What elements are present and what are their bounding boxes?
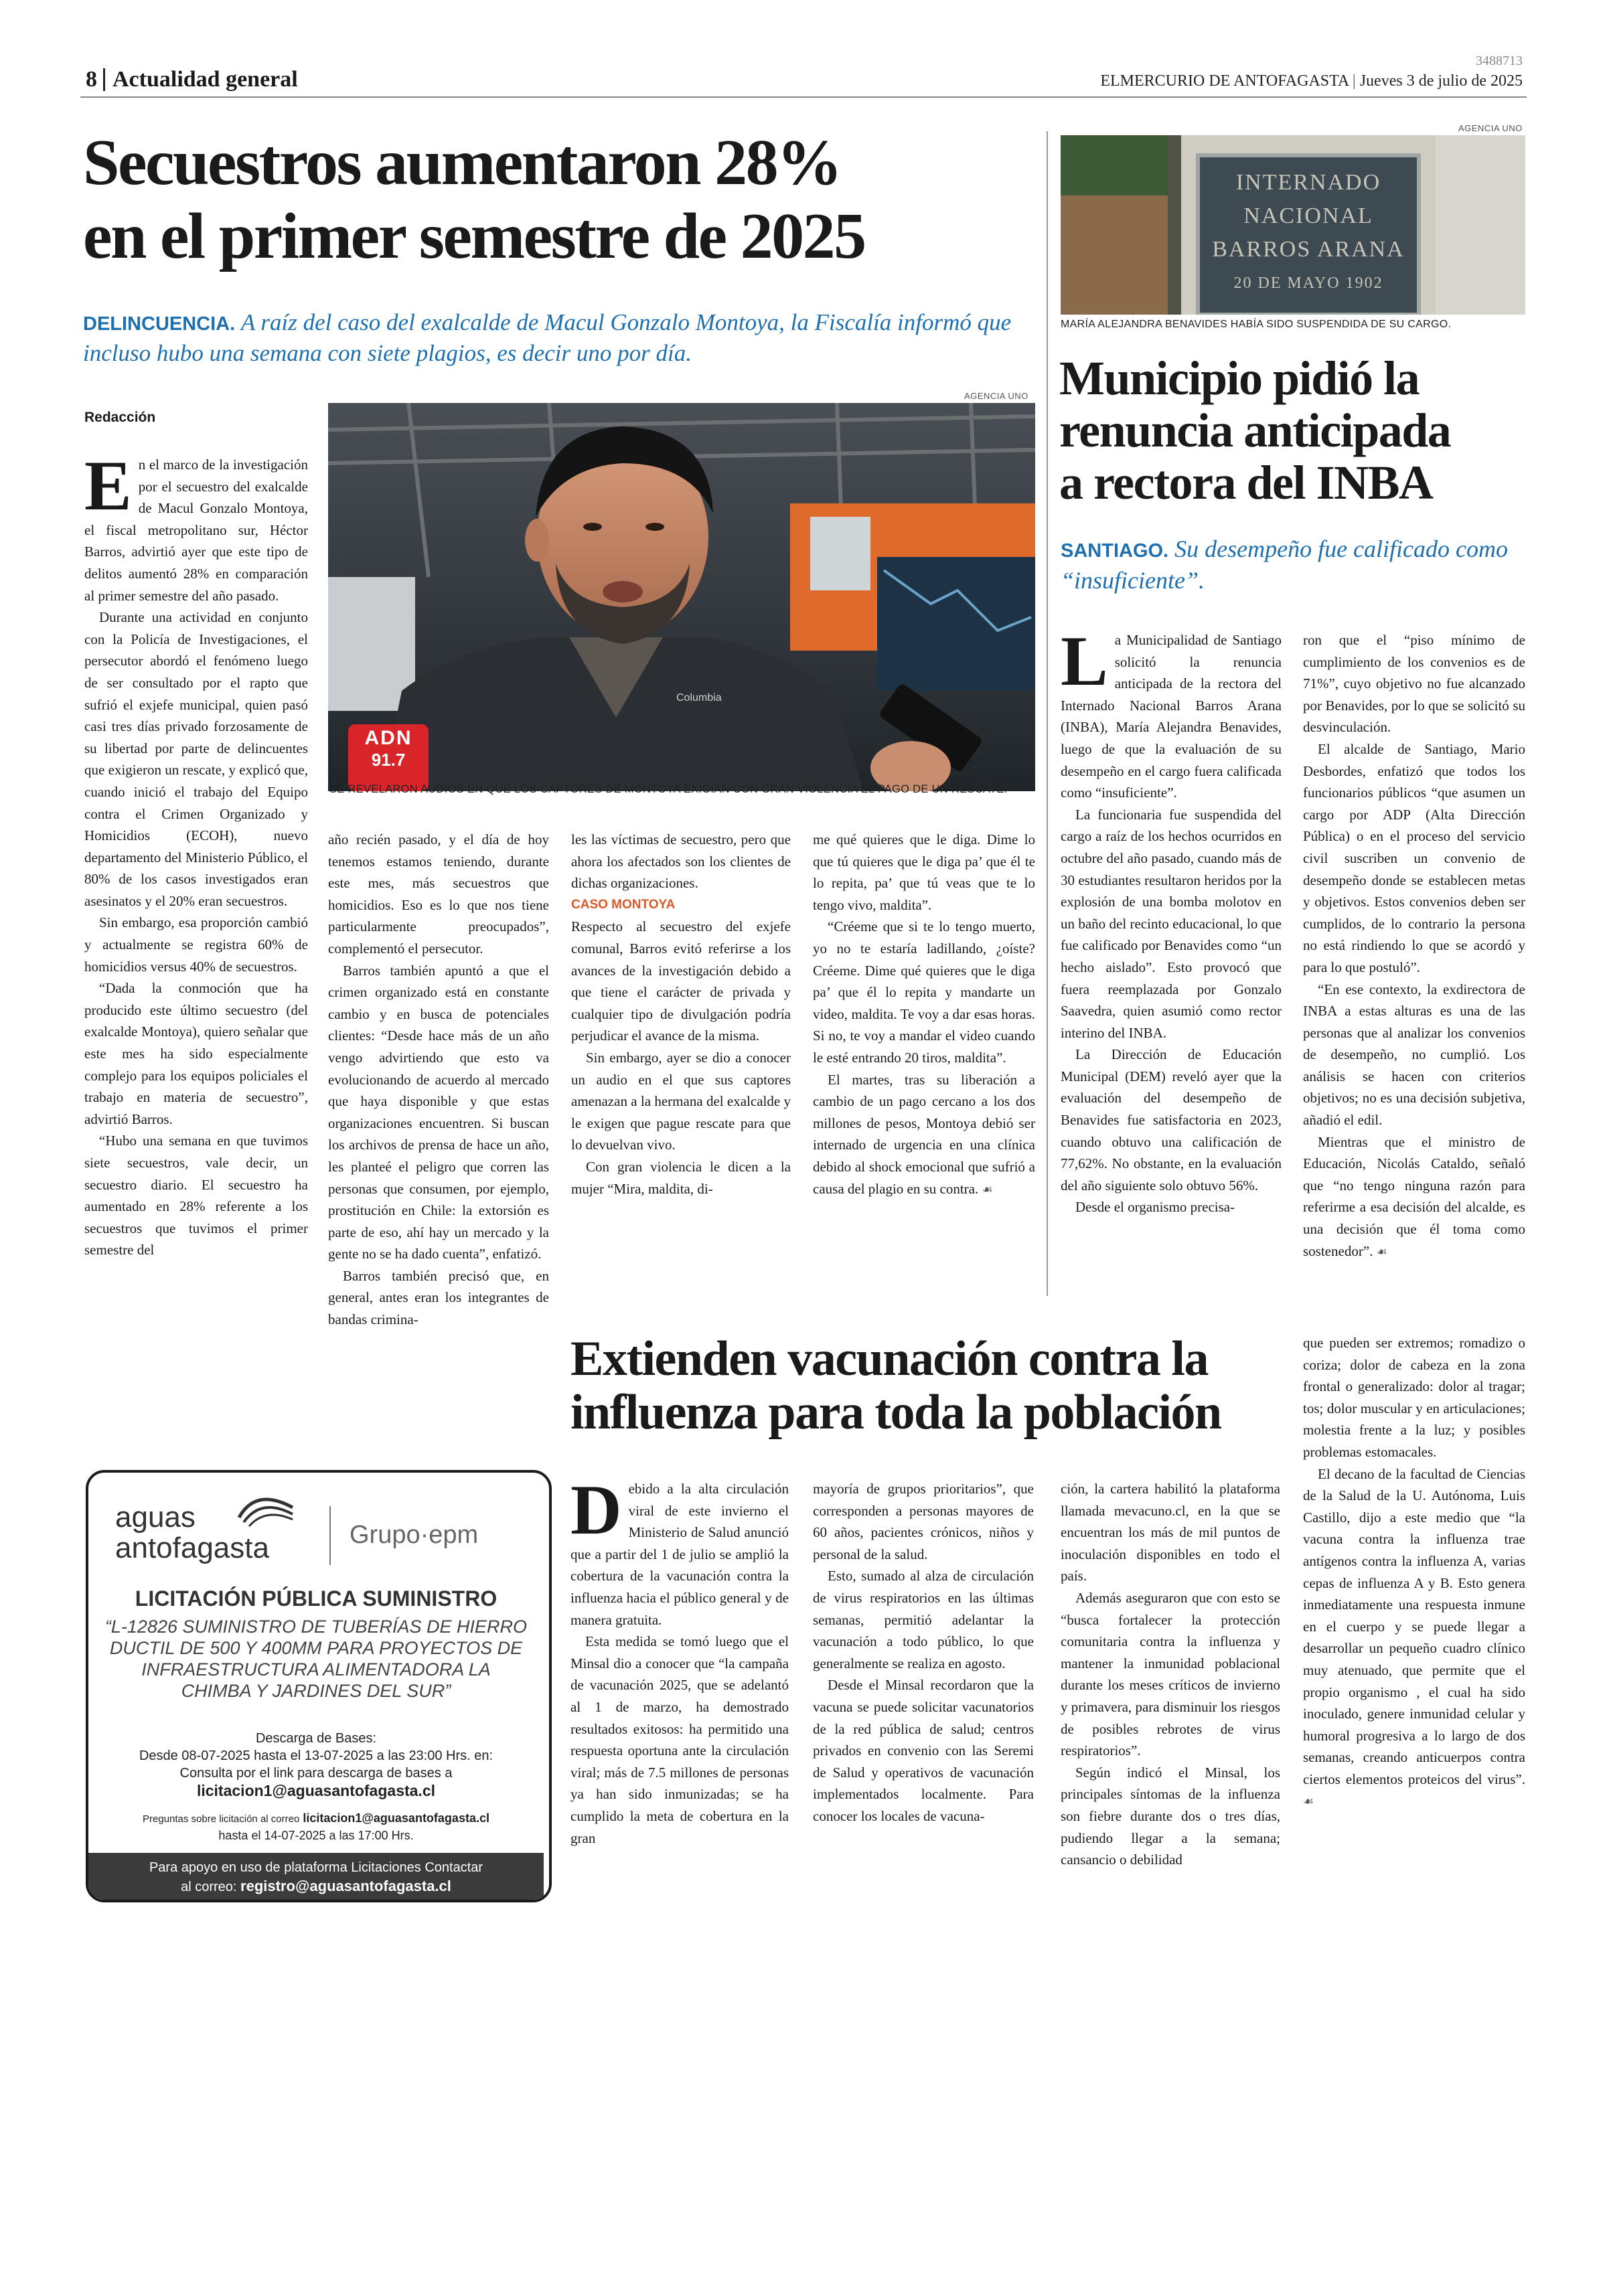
main-col3-p3: Con gran violencia le dicen a la mujer “Mira, maldita, di- [571,1158,791,1197]
download-email: licitacion1@aguasantofagasta.cl [196,1782,436,1799]
brand-line-1: aguas [115,1501,196,1534]
flu-column-3 [1061,1478,1280,1871]
inba-col1-p4: Desde el organismo precisa- [1075,1199,1235,1216]
inba-photo-credit: AGENCIA UNO [1458,123,1523,133]
main-photo-credit: AGENCIA UNO [964,391,1028,401]
main-col1-p4: “Dada la conmoción que ha producido este último secuestro (del exalcalde Montoya), quiero señalar que este mes ha sido especialmente complejo para los equipos policiales el trabajo en materia de secuestro”, advirtió Barros. [84,980,308,1127]
download-line: Consulta por el link para descarga de bases a [179,1766,453,1781]
page-code: 3488713 [1476,54,1523,68]
mic-flag-top: ADN [364,727,412,749]
main-photo-illustration [328,403,1035,791]
main-col2-p2: Barros también apuntó a que el crimen organizado está en constante cambio y en busca de potenciales clientes: “Desde hace más de un año vengo advirtiendo que esto va evolucionando de acuerdo al mercado que haya disponible y que estas organizaciones encuentren. Si buscan los archivos de prensa de hace un año, les planteé el peligro que corren las personas que consumen, por ejemplo, prostitución en Chile: la extorsión es parte de eso, ahí hay un mercado y la gente no se ha dado cuenta”, enfatizó. [328,962,549,1262]
main-col1-p2: Durante una actividad en conjunto con la Policía de Investigaciones, el persecutor abordó el fenómeno luego de ser consultado por el rapto que sufrió el exjefe municipal, quien pasó casi tres días privado forzosamente de su libertad por parte de delincuentes que exigieron un rescate, y explicó que, cuando inició el trabajo del Equipo contra el Crimen Organizado y Homicidios (ECOH), nuevo departamento del Ministerio Público, el 80% de los casos investigados eran asesinatos y el 20% eran secuestros. [84,609,308,909]
support-prefix: al correo: [181,1880,237,1894]
main-headline-line2: en el primer semestre de 2025 [83,200,865,272]
plaque-line-1: INTERNADO [1235,170,1381,195]
logo-divider [329,1506,331,1565]
download-dates: Desde 08-07-2025 hasta el 13-07-2025 a las 23:00 Hrs. en: [139,1748,493,1763]
flu-end-of-article-icon: ☙ [1303,1795,1314,1809]
inba-col2-p4 [1303,1131,1525,1264]
inba-dropcap: L [1061,622,1108,700]
main-col4-p3 [813,1069,1035,1202]
main-col1-p1: n el marco de la investigación por el secuestro del exalcalde de Macul Gonzalo Montoya, el fiscal metropolitano sur, Héctor Barros, advirtió ayer que este tipo de delitos aumentó 28% en comparación al primer semestre del año pasado. [84,457,308,604]
aguas-logo-text [115,1502,269,1564]
inba-col2-p3: “En ese contexto, la exdirectora de INBA a estas alturas es una de las personas que al analizar los convenios de desempeño, no cumplió. Los análisis se hacen con criterios objetivos; no es una decisión subjetiva, añadió el edil. [1303,981,1525,1129]
inba-kicker: SANTIAGO. [1061,540,1169,562]
byline: Redacción [84,410,156,425]
flu-col2-p1: mayoría de grupos prioritarios”, que corresponden a personas mayores de 60 años, pacientes crónicos, niños y personal de la salud. [813,1481,1034,1562]
main-column-3 [571,829,791,1200]
header-divider [103,68,105,91]
flu-headline-line2: influenza para toda la población [570,1385,1221,1440]
mic-flag [348,727,429,770]
inba-headline-line1: Municipio pidió la [1059,351,1420,405]
main-photo [328,403,1035,791]
support-row [88,1877,544,1896]
main-deck [83,308,1047,368]
column-divider [1047,131,1048,1296]
inba-plaque-text [1198,166,1419,300]
brand-line-2: antofagasta [115,1532,269,1564]
inba-col2-p1: ron que el “piso mínimo de cumplimiento de los convenios es de 71%”, cuyo objetivo no fue alcanzado por Benavides, por lo que se solicitó su desvinculación. [1303,632,1525,736]
ad-support-bar [88,1853,544,1902]
inba-deck [1061,534,1529,595]
main-col3-intro: les las víctimas de secuestro, pero que ahora los afectados son los clientes de dichas organizaciones. [571,831,791,892]
inba-col1-p1: a Municipalidad de Santiago solicitó la renuncia anticipada de la rectora del Internado Nacional Barros Arana (INBA), María Alejandra Benavides, luego de que la evaluación de su desempeño en el cargo fuera calificada como “insuficiente”. [1061,632,1282,801]
download-title: Descarga de Bases: [255,1731,377,1746]
main-dropcap: E [84,446,132,525]
main-col3-p1: Respecto al secuestro del exjefe comunal, Barros evitó referirse a los avances de la investigación debido a que tiene el carácter de privada y cualquier tipo de divulgación podría perjudicar el avance de la misma. [571,918,791,1044]
flu-col3-p1: ción, la cartera habilitó la plataforma llamada mevacuno.cl, en la que se encuentran los más de mil puntos de inoculación disponibles en todo el país. [1061,1481,1280,1584]
ad-subtitle: “L-12826 SUMINISTRO DE TUBERÍAS DE HIERRO DUCTIL DE 500 Y 400MM PARA PROYECTOS DE INFRAESTRUCTURA ALIMENTADORA LA CHIMBA Y JARDINES DEL SUR” [104,1617,528,1701]
page-header [80,54,1527,98]
flu-dropcap: D [570,1471,622,1549]
main-col4-p1: me qué quieres que le diga. Dime lo que tú quieres que le diga pa’ que él te lo repita, pa’ que tú veas que te lo tengo vivo, maldita”. [813,831,1035,913]
inba-headline-line2: renuncia anticipada [1059,404,1451,457]
flu-headline [570,1332,1334,1439]
inba-photo-caption: MARÍA ALEJANDRA BENAVIDES HABÍA SIDO SUSPENDIDA DE SU CARGO. [1061,319,1452,330]
inba-column-2 [1303,629,1525,1263]
flu-column-4 [1303,1332,1525,1813]
main-deck-text: A raíz del caso del exalcalde de Macul Gonzalo Montoya, la Fiscalía informó que incluso hubo una semana con siete plagios, es decir uno por día. [83,309,1012,366]
inba-deck-text: Su desempeño fue calificado como “insuficiente”. [1061,536,1508,594]
main-col2-p1: año recién pasado, y el día de hoy tenemos estamos teniendo, durante este mes, más secuestros que homicidios. Eso es lo que nos tiene particularmente preocupados”, complementó el persecutor. [328,831,549,957]
main-headline [83,126,1034,273]
support-line: Para apoyo en uso de plataforma Licitaciones Contactar [149,1860,483,1875]
end-of-article-icon: ☙ [982,1182,993,1197]
mic-flag-bottom: 91.7 [371,750,406,770]
inba-col2-p4-text: Mientras que el ministro de Educación, Nicolás Cataldo, señaló que “no tengo ninguna razón para referirme a esa decisión del alcalde, es una decisión que él toma como sostenedor”. [1303,1133,1525,1259]
flu-col1-p1: ebido a la alta circulación viral de este invierno el Ministerio de Salud anunció que a partir del 1 de julio se amplió la cobertura de la vacunación contra la influenza hacia el público general y de manera gratuita. [570,1481,789,1628]
jacket-logo: Columbia [676,692,722,704]
inba-col1-p2: La funcionaria fue suspendida del cargo a raíz de los hechos ocurridos en octubre del año pasado, cuando más de 30 estudiantes resultaron heridos por la explosión de una bomba molotov en un baño del recinto educacional, lo que fue calificado por Benavides como “un hecho aislado”. Esto provocó que fuera reemplazada por Gonzalo Saavedra, quien asumió como rector interino del INBA. [1061,806,1282,1041]
inba-column-1 [1061,622,1282,1218]
main-column-1 [84,446,308,1261]
inba-col2-p2: El alcalde de Santiago, Mario Desbordes, enfatizó que todos los funcionarios públicos “que asumen un cargo por ADP (Alta Dirección Pública) o en el proceso del servicio civil suscriben un convenio de desempeño donde se establecen metas y objetivos. Estos convenios deben ser cumplidos, de lo contrario la persona no está rindiendo lo que se acordó y para lo que postuló”. [1303,740,1525,975]
flu-col3-p3: Según indicó el Minsal, los principales síntomas de la influenza son fiebre durante dos o tres días, pudiendo llegar a la semana; cansancio o debilidad [1061,1764,1280,1868]
flu-col2-p3: Desde el Minsal recordaron que la vacuna se puede solicitar vacunatorios de la red pública de salud; centros privados en convenio con las Seremi de Salud y operativos de vacunación implementados localmente. Para conocer los locales de vacuna- [813,1677,1034,1824]
flu-col2-p2: Esto, sumado al alza de circulación de virus respiratorios en las últimas semanas, permitió adelantar la vacunación a todo público, lo que generalmente se realiza en agosto. [813,1568,1034,1671]
flu-col4-p2 [1303,1463,1525,1814]
main-kicker: DELINCUENCIA. [83,313,236,335]
ad-questions-info [98,1810,534,1844]
main-subhead: CASO MONTOYA [571,897,676,912]
tender-ad [86,1470,552,1902]
header-newspaper-date [1100,72,1523,90]
section-name: Actualidad general [112,67,298,92]
main-headline-line1: Secuestros aumentaron 28% [83,127,841,199]
main-col3-p2: Sin embargo, ayer se dio a conocer un audio en el que sus captores amenazan a la hermana del exalcalde y le exigen que pague rescate para que lo devuelvan vivo. [571,1049,791,1153]
main-photo-caption: SE REVELARON AUDIOS EN QUE LOS CAPTORES DE MONTOYA EXIGÍAN CON GRAN VIOLENCIA EL PAGO DE UN RESCATE. [329,783,1008,795]
main-col4-p3-text: El martes, tras su liberación a cambio de un pago cercano a los dos millones de pesos, Montoya debió ser internado de urgencia en una clínica debido al shock emocional que sufrió a causa del plagio en su contra. [813,1071,1035,1197]
plaque-line-3: BARROS ARANA [1212,237,1405,262]
inba-headline-line3: a rectora del INBA [1059,456,1433,509]
flu-col4-p2-text: El decano de la facultad de Ciencias de la Salud de la U. Autónoma, Luis Castillo, dijo a este medio que “la vacuna contra la influenza trae antígenos contra la influenza A, varias cepas de influenza A y B. Esto genera inmediatamente una respuesta inmune en el cuerpo y se puede llegar a desarrollar un pequeño cuadro clínico muy atenuado, que permite que el propio organismo , el cual ha sido inoculado, genere inmunidad celular y humoral progresiva a lo largo de dos semanas, creando anticuerpos contra ciertos elementos proteicos del virus”. [1303,1465,1525,1787]
flu-col3-p2: Además aseguraron que con esto se “busca fortalecer la protección comunitaria contra la influenza y mantener la inmunidad poblacional durante los meses críticos de invierno y primavera, para disminuir los riesgos de posibles rebrotes de virus respiratorios”. [1061,1589,1280,1759]
flu-col4-p1: que pueden ser extremos; romadizo o coriza; dolor de cabeza en la zona frontal o generalizado: dolor al tragar; tos; dolor muscular y en articulaciones; molestia frente a la luz; y posibles problemas estomacales. [1303,1335,1525,1460]
flu-headline-line1: Extienden vacunación contra la [570,1331,1208,1386]
main-col1-p5: “Hubo una semana en que tuvimos siete secuestros, vale decir, un secuestro diario. El secuestro ha aumentado en 28% referente a los secuestros que tuvimos el primer semestre del [84,1133,308,1258]
newspaper-name: ELMERCURIO DE ANTOFAGASTA [1100,72,1349,90]
inba-col1-p3: La Dirección de Educación Municipal (DEM) reveló ayer que la evaluación del desempeño de Benavides fue satisfactoria en 2023, cuando obtuvo una calificación de 77,62%. No obstante, en la evaluación del año siguiente solo obtuvo 56%. [1061,1046,1282,1194]
main-column-2 [328,829,549,1331]
main-col1-p3: Sin embargo, esa proporción cambió y actualmente se registra 60% de homicidios versus 40% de secuestros. [84,914,308,975]
support-email: registro@aguasantofagasta.cl [240,1878,451,1894]
flu-column-2 [813,1478,1034,1827]
issue-date: Jueves 3 de julio de 2025 [1359,72,1523,90]
questions-deadline: hasta el 14-07-2025 a las 17:00 Hrs. [218,1829,414,1842]
main-col4-p2: “Créeme que si te lo tengo muerto, yo no te estaría ladillando, ¿oíste? Créeme. Dime qué quieres que le diga pa’ que él lo repita y mandarte un video, maldita. Te voy a dar esas horas. Si no, te voy a mandar el video cuando le esté entrando 20 tiros, maldita”. [813,918,1035,1066]
inba-end-of-article-icon: ☙ [1376,1244,1387,1259]
questions-email: licitacion1@aguasantofagasta.cl [303,1811,489,1825]
group-logo: Grupo·epm [350,1521,479,1549]
questions-row [98,1810,534,1827]
ad-download-info [98,1730,534,1799]
inba-headline [1059,352,1528,509]
plaque-line-2: NACIONAL [1243,203,1373,228]
questions-line: Preguntas sobre licitación al correo [143,1813,300,1825]
main-column-4 [813,829,1035,1201]
plaque-line-4: 20 DE MAYO 1902 [1233,274,1383,292]
inba-photo [1061,135,1525,315]
flu-column-1 [570,1471,789,1849]
ad-title: LICITACIÓN PÚBLICA SUMINISTRO [135,1586,498,1611]
page-number: 8 [86,67,97,92]
flu-col1-p2: Esta medida se tomó luego que el Minsal dio a conocer que “la campaña de vacunación 2025, que se adelantó al 1 de marzo, ha demostrado resultados exitosos: ha permitido una respuesta oportuna ante la circulación viral; más de 7.5 millones de personas ya han sido inmunizadas; se ha cumplido la meta de cobertura en la gran [570,1633,789,1846]
main-col2-p3: Barros también precisó que, en general, antes eran los integrantes de bandas crimina- [328,1267,549,1328]
header-separator: | [1352,72,1360,90]
